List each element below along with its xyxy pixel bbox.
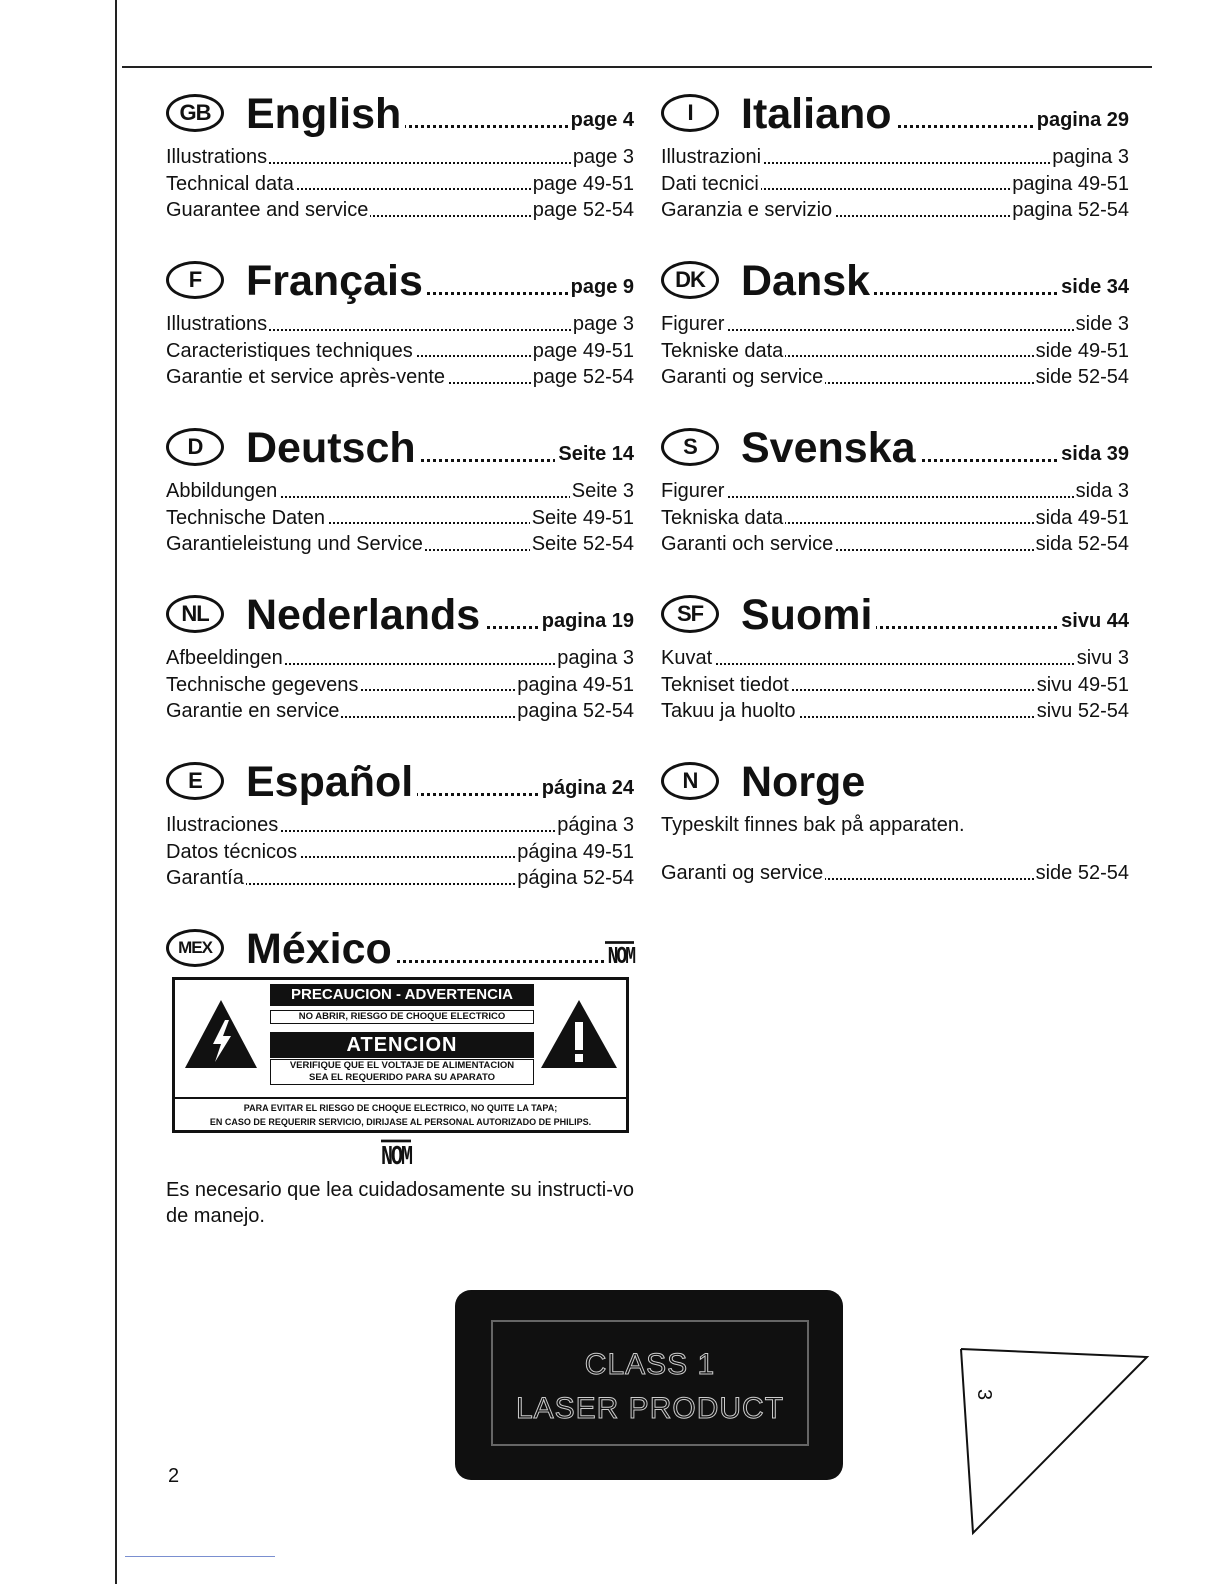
toc-row: Figurer sida 3 [661,480,1129,502]
toc-row: Garanti og service side 52-54 [661,366,1129,388]
corner-page-number: 3 [973,1388,996,1401]
toc-row: Garantía página 52-54 [166,867,634,889]
language-title: Italiano [741,93,896,136]
toc-row: Figurer side 3 [661,313,1129,335]
top-rule [122,66,1152,68]
country-code-badge: E [166,762,224,800]
toc-row: Technische Daten Seite 49-51 [166,506,634,529]
toc-row: Ilustraciones página 3 [166,814,634,836]
toc-row: Datos técnicos página 49-51 [166,840,634,863]
toc-rows [166,812,634,892]
toc-row: Abbildungen Seite 3 [166,480,634,502]
bottom-blue-line [125,1556,275,1557]
section-heading [166,750,634,806]
toc-row: Tekniske data side 49-51 [661,339,1129,362]
country-code-badge: S [661,428,719,466]
warning-line1: NO ABRIR, RIESGO DE CHOQUE ELECTRICO [270,1010,534,1024]
laser-class: CLASS 1 [584,1348,716,1381]
country-code-badge: NL [166,595,224,633]
toc-row: Caracteristiques techniques page 49-51 [166,339,634,362]
section-nederlands [166,583,634,725]
warning-line2: VERIFIQUE QUE EL VOLTAJE DE ALIMENTACION SEA EL REQUERIDO PARA SU APARATO [270,1059,534,1085]
language-title: Français [246,260,427,303]
language-title: Svenska [741,427,920,470]
section-norge [661,750,1129,887]
toc-row: Guarantee and service page 52-54 [166,199,634,221]
section-francais [166,249,634,391]
language-page: side 34 [1058,276,1129,299]
toc-row: Takuu ja huolto sivu 52-54 [661,700,1129,722]
toc-rows [661,478,1129,558]
section-heading [166,583,634,639]
laser-product-text: LASER PRODUCT [515,1392,785,1425]
toc-rows [166,311,634,391]
language-page: page 9 [568,276,634,299]
language-title: Español [246,761,417,804]
left-margin-line [115,0,117,1584]
toc-row: Tekniska data sida 49-51 [661,506,1129,529]
language-page: página 24 [539,777,634,800]
country-code-badge: I [661,94,719,132]
toc-rows [661,645,1129,725]
toc-row: Garantieleistung und Service Seite 52-54 [166,533,634,555]
section-heading [166,416,634,472]
warning-label [172,977,629,1133]
section-svenska [661,416,1129,558]
language-page: sida 39 [1058,443,1129,466]
nom-mark: NOM [381,1140,411,1174]
toc-row: Illustrazioni pagina 3 [661,146,1129,168]
section-english [166,82,634,224]
corner-triangle [955,1345,1155,1540]
country-code-badge: D [166,428,224,466]
language-page: sivu 44 [1058,610,1129,633]
toc-rows [166,645,634,725]
warning-bottom: PARA EVITAR EL RIESGO DE CHOQUE ELECTRICO, NO QUITE LA TAPA; EN CASO DE REQUERIR SERVICIO, DIRIJASE AL PERSONAL AUTORIZADO DE PHILIPS. [175,1097,626,1129]
language-page: page 4 [568,109,634,132]
toc-rows [661,144,1129,224]
toc-rows [661,311,1129,391]
section-heading [166,249,634,305]
toc-row: Tekniset tiedot sivu 49-51 [661,673,1129,696]
section-heading [661,416,1129,472]
electric-hazard-icon [183,998,259,1070]
country-code-badge: F [166,261,224,299]
section-heading [661,583,1129,639]
laser-product-label [455,1290,843,1480]
warning-header: PRECAUCION - ADVERTENCIA [270,984,534,1006]
country-code-badge: N [661,762,719,800]
toc-row: Afbeeldingen pagina 3 [166,647,634,669]
language-page: pagina 29 [1034,109,1129,132]
toc-row: Technical data page 49-51 [166,172,634,195]
toc-rows [661,860,1129,887]
toc-row: Garanti och service sida 52-54 [661,533,1129,555]
toc-row: Garanti og service side 52-54 [661,862,1129,884]
warning-atencion: ATENCION [270,1032,534,1058]
language-page: pagina 19 [539,610,634,633]
section-heading [661,750,1129,806]
toc-row: Illustrations page 3 [166,146,634,168]
toc-row: Garanzia e servizio pagina 52-54 [661,199,1129,221]
country-code-badge: MEX [166,929,224,967]
language-title: México [246,928,396,971]
country-code-badge: SF [661,595,719,633]
toc-row: Technische gegevens pagina 49-51 [166,673,634,696]
toc-rows [166,478,634,558]
section-mexico [166,917,634,973]
section-suomi [661,583,1129,725]
country-code-badge: DK [661,261,719,299]
language-title: English [246,93,405,136]
exclamation-hazard-icon [539,998,619,1070]
section-heading [661,249,1129,305]
toc-rows [166,144,634,224]
norge-note: Typeskilt finnes bak på apparaten. [661,814,965,836]
laser-label-frame [491,1320,809,1446]
section-espanol [166,750,634,892]
toc-row: Dati tecnici pagina 49-51 [661,172,1129,195]
section-dansk [661,249,1129,391]
section-heading [166,82,634,138]
section-italiano [661,82,1129,224]
toc-row: Garantie et service après-vente page 52-54 [166,366,634,388]
page-number: 2 [168,1465,180,1487]
nom-mark: NOM [605,941,634,971]
toc-row: Illustrations page 3 [166,313,634,335]
language-title: Norge [741,761,869,804]
section-heading [661,82,1129,138]
section-heading [166,917,634,973]
language-page: Seite 14 [555,443,634,466]
language-title: Deutsch [246,427,420,470]
language-title: Dansk [741,260,874,303]
country-code-badge: GB [166,94,224,132]
language-title: Nederlands [246,594,484,637]
language-title: Suomi [741,594,876,637]
mexico-note: Es necesario que lea cuidadosamente su instructi-vo de manejo. [166,1179,635,1227]
toc-row: Garantie en service pagina 52-54 [166,700,634,722]
section-deutsch [166,416,634,558]
toc-row: Kuvat sivu 3 [661,647,1129,669]
